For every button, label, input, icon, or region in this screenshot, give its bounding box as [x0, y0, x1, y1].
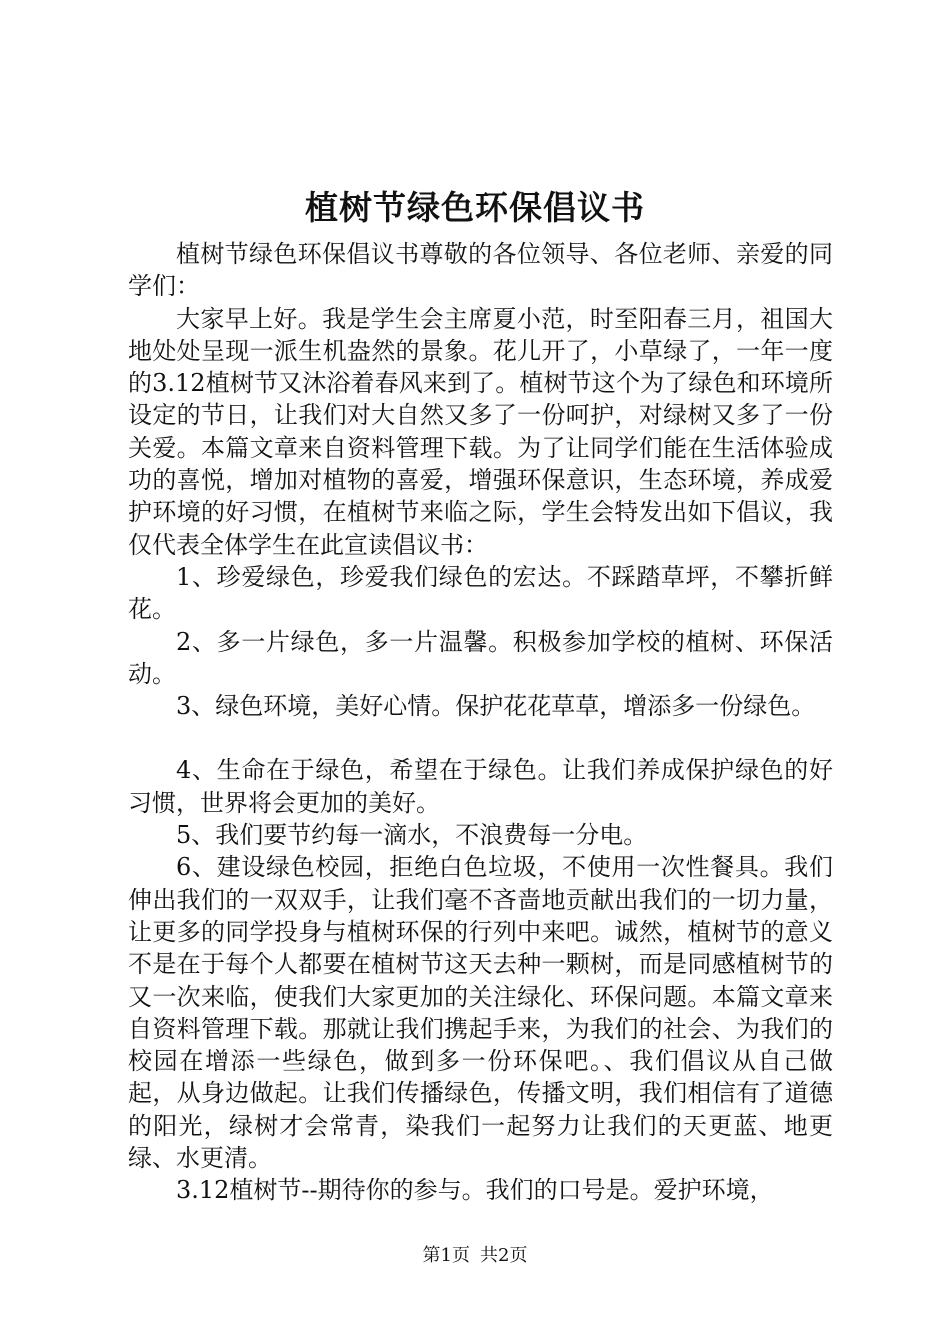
paragraph-item-5: 5、我们要节约每一滴水，不浪费每一分电。	[176, 821, 648, 850]
paragraph-item-4: 4、生命在于绿色，希望在于绿色。让我们养成保护绿色的好习惯，世界将会更加的美好。	[128, 756, 833, 817]
page-footer	[0, 1244, 950, 1268]
page-number: 第1页	[422, 1245, 470, 1266]
document-title: 植树节绿色环保倡议书	[305, 188, 645, 227]
paragraph-item-3: 3、绿色环境，美好心情。保护花花草草，增添多一份绿色。	[176, 692, 816, 721]
paragraph-salutation: 植树节绿色环保倡议书尊敬的各位领导、各位老师、亲爱的同学们：	[128, 240, 833, 301]
page-total: 共2页	[480, 1245, 528, 1266]
paragraph-item-2: 2、多一片绿色，多一片温馨。积极参加学校的植树、环保活动。	[128, 627, 833, 688]
paragraph-item-1: 1、珍爱绿色，珍爱我们绿色的宏达。不踩踏草坪，不攀折鲜花。	[128, 562, 833, 624]
paragraph-intro: 大家早上好。我是学生会主席夏小范，时至阳春三月，祖国大地处处呈现一派生机盎然的景象。花儿开了，小草绿了，一年一度的3.12植树节又沐浴着春风来到了。植树节这个为了绿色和环境所设定的节日，让我们对大自然又多了一份呵护，对绿树又多了一份关爱。本篇文章来自资料管理下载。为了让同学们能在生活体验成功的喜悦，增加对植物的喜爱，增强环保意识，生态环境，养成爱护环境的好习惯，在植树节来临之际，学生会特发出如下倡议，我仅代表全体学生在此宣读倡议书：	[128, 304, 833, 559]
document-body	[128, 238, 833, 1207]
paragraph-closing: 3.12植树节--期待你的参与。我们的口号是。爱护环境，	[176, 1176, 774, 1205]
paragraph-item-6: 6、建设绿色校园，拒绝白色垃圾，不使用一次性餐具。我们伸出我们的一双双手，让我们毫不吝啬地贡献出我们的一切力量，让更多的同学投身与植树环保的行列中来吧。诚然，植树节的意义不是在于每个人都要在植树节这天去种一颗树，而是同感植树节的又一次来临，使我们大家更加的关注绿化、环保问题。本篇文章来自资料管理下载。那就让我们携起手来，为我们的社会、为我们的校园在增添一些绿色，做到多一份环保吧。、我们倡议从自己做起，从身边做起。让我们传播绿色，传播文明，我们相信有了道德的阳光，绿树才会常青，染我们一起努力让我们的天更蓝、地更绿、水更清。	[128, 853, 833, 1173]
